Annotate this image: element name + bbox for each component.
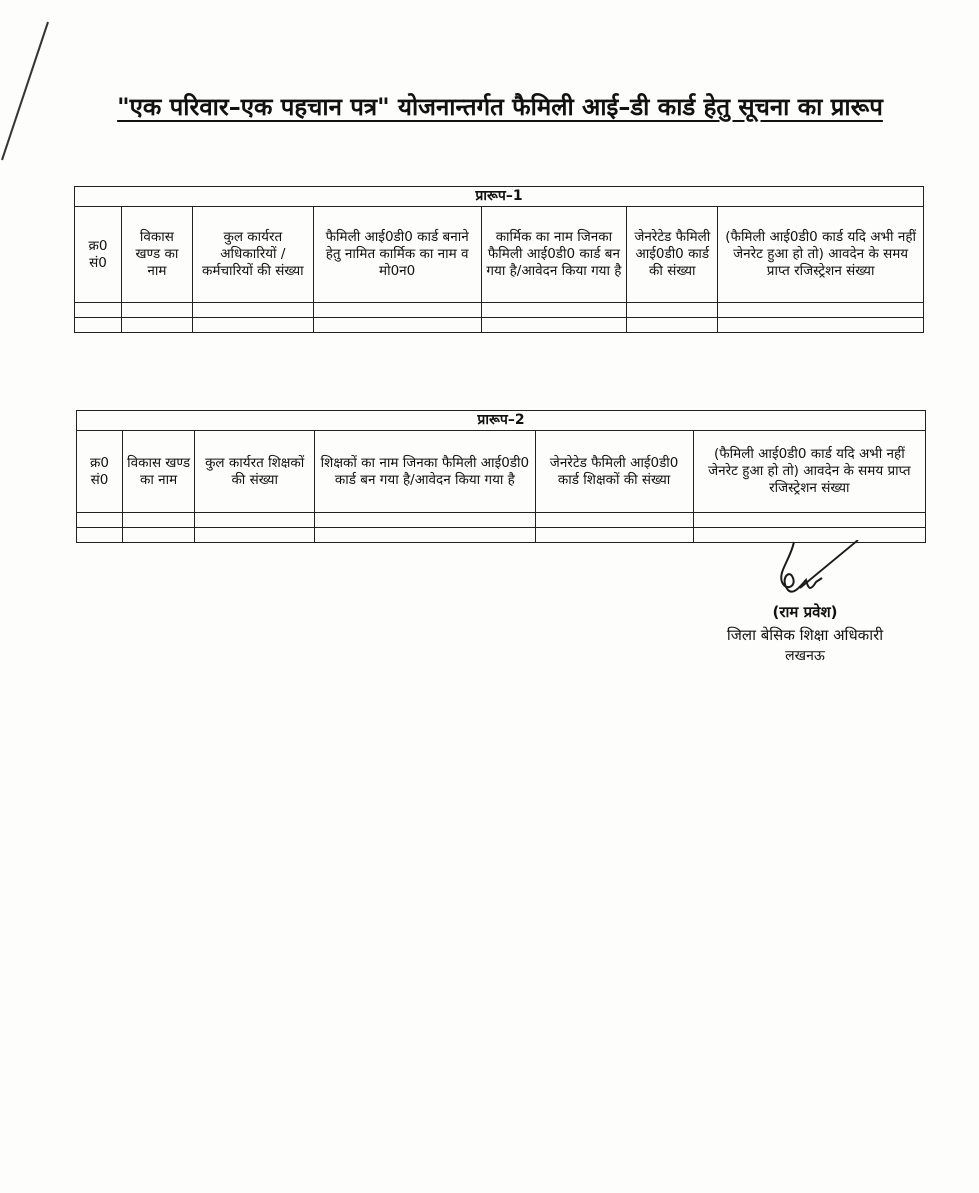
form-2-caption: प्रारूप–2 (77, 411, 926, 431)
signatory-name: (राम प्रवेश) (772, 603, 838, 621)
table-row (75, 318, 924, 333)
page-edge-mark (0, 0, 60, 170)
signatory-designation: जिला बेसिक शिक्षा अधिकारी (726, 626, 884, 644)
form-table-1 (74, 186, 924, 333)
header-teacher-names: शिक्षकों का नाम जिनका फैमिली आई0डी0 कार्ड बन गया है/आवेदन किया गया है (315, 431, 535, 513)
header-serial-number: क्र0 सं0 (75, 207, 122, 303)
header-registration-number: (फैमिली आई0डी0 कार्ड यदि अभी नहीं जेनरेट हुआ हो तो) आवदेन के समय प्राप्त रजिस्ट्रेशन संख्या (718, 207, 924, 303)
header-generated-count: जेनरेटेड फैमिली आई0डी0 कार्ड की संख्या (627, 207, 718, 303)
signatory-place: लखनऊ (785, 648, 825, 664)
header-total-staff: कुल कार्यरत अधिकारियों / कर्मचारियों की संख्या (192, 207, 313, 303)
header-block-name: विकास खण्ड का नाम (121, 207, 192, 303)
header-block-name: विकास खण्ड का नाम (123, 431, 195, 513)
table-row (77, 513, 926, 528)
header-serial-number: क्र0 सं0 (77, 431, 123, 513)
page-title: "एक परिवार–एक पहचान पत्र" योजनान्तर्गत फैमिली आई–डी कार्ड हेतु सूचना का प्रारूप (117, 93, 883, 121)
header-staff-names: कार्मिक का नाम जिनका फैमिली आई0डी0 कार्ड बन गया है/आवेदन किया गया है (481, 207, 627, 303)
header-total-teachers: कुल कार्यरत शिक्षकों की संख्या (195, 431, 315, 513)
table-row (75, 303, 924, 318)
form-table-2 (76, 410, 926, 543)
header-nominated-staff: फैमिली आई0डी0 कार्ड बनाने हेतु नामित कार्मिक का नाम व मो0न0 (313, 207, 481, 303)
form-1-caption: प्रारूप–1 (75, 187, 924, 207)
header-generated-count: जेनरेटेड फैमिली आई0डी0 कार्ड शिक्षकों की संख्या (535, 431, 693, 513)
header-registration-number: (फैमिली आई0डी0 कार्ड यदि अभी नहीं जेनरेट हुआ हो तो) आवदेन के समय प्राप्त रजिस्ट्रेशन संख्या (693, 431, 925, 513)
